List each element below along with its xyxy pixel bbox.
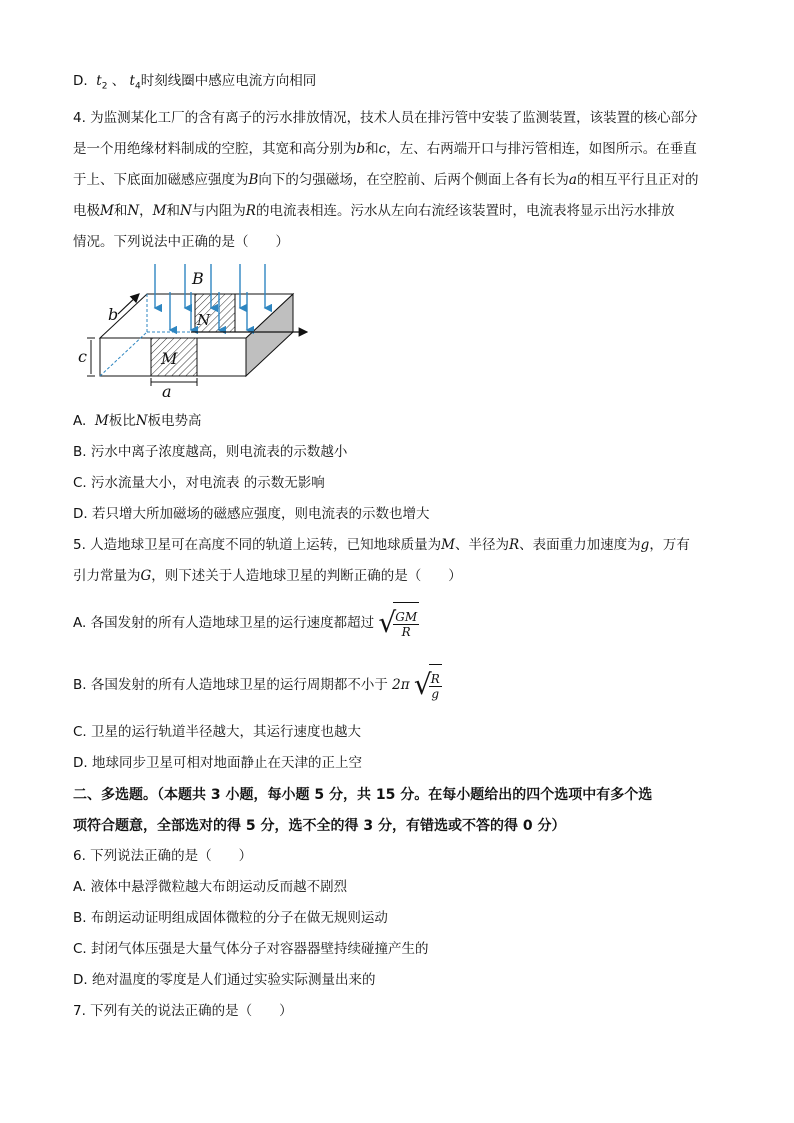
var-G: G <box>140 568 152 584</box>
text: 于上、下底面加磁感应强度为 <box>73 172 249 188</box>
text: 、表面重力加速度为 <box>519 537 641 553</box>
radical-sign: √ <box>413 668 432 701</box>
text: 的电流表相连。污水从左向右流经该装置时，电流表将显示出污水排放 <box>255 203 675 219</box>
separator: 、 <box>111 73 126 89</box>
q4-option-d: D. 若只增大所加磁场的磁感应强度，则电流表的示数也增大 <box>73 506 430 522</box>
text: ，左、右两端开口与排污管相连，如图所示。在垂直 <box>386 141 697 157</box>
text: 引力常量为 <box>73 568 141 584</box>
subscript: 2 <box>101 81 108 92</box>
text: 板比 <box>108 413 136 429</box>
var-N: N <box>127 203 140 219</box>
q6-option-b: B. 布朗运动证明组成固体微粒的分子在做无规则运动 <box>73 910 388 926</box>
option-text: B. 各国发射的所有人造地球卫星的运行周期都不小于 <box>73 677 388 693</box>
text: 向下的匀强磁场，在空腔前、后两个侧面上各有长为 <box>258 172 569 188</box>
denominator: R <box>401 624 411 639</box>
q5-stem-line2 <box>73 566 462 586</box>
option-text: 时刻线圈中感应电流方向相同 <box>140 73 317 89</box>
radicand <box>429 664 442 706</box>
var-N: N <box>179 203 192 219</box>
text: 和 <box>365 141 379 157</box>
numerator: GM <box>395 609 418 624</box>
fraction <box>393 610 419 639</box>
var-b: b <box>356 141 366 157</box>
q4-figure <box>73 262 323 388</box>
fraction <box>429 672 442 701</box>
option-text: A. 各国发射的所有人造地球卫星的运行速度都超过 <box>73 615 375 631</box>
q5-option-d: D. 地球同步卫星可相对地面静止在天津的正上空 <box>73 755 362 771</box>
text: 板电势高 <box>147 413 202 429</box>
numerator: R <box>430 671 440 686</box>
q3-option-d <box>73 71 316 97</box>
q4-option-c: C. 污水流量大小，对电流表 的示数无影响 <box>73 475 325 491</box>
var-R: R <box>245 203 256 219</box>
q4-stem-line3 <box>73 170 698 190</box>
q5-option-b <box>73 664 442 706</box>
q4-option-b: B. 污水中离子浓度越高，则电流表的示数越小 <box>73 444 348 460</box>
var-M: M <box>152 203 167 219</box>
q6-option-a: A. 液体中悬浮微粒越大布朗运动反而越不剧烈 <box>73 879 348 895</box>
text: ，万有 <box>649 537 690 553</box>
text: 是一个用绝缘材料制成的空腔，其宽和高分别为 <box>73 141 357 157</box>
label-B: B <box>192 269 204 288</box>
var-B: B <box>248 172 259 188</box>
var-M: M <box>441 537 455 553</box>
sqrt-expression <box>414 664 442 706</box>
section2-heading-line2: 项符合题意，全部选对的得 5 分，选不全的得 3 分，有错选或不答的得 0 分） <box>73 818 566 834</box>
radical-sign: √ <box>378 606 397 639</box>
sqrt-expression <box>378 602 419 644</box>
coefficient: 2π <box>392 677 410 693</box>
var-N: N <box>135 413 148 429</box>
q5-option-c: C. 卫星的运行轨道半径越大，其运行速度也越大 <box>73 724 362 740</box>
q5-stem-line1 <box>73 535 690 555</box>
section2-heading-line1: 二、多选题。（本题共 3 小题，每小题 5 分，共 15 分。在每小题给出的四个选项中有多个选 <box>73 787 653 803</box>
subscript: 4 <box>134 81 141 92</box>
text: 和 <box>166 203 180 219</box>
denominator: g <box>431 686 440 701</box>
text: ，则下述关于人造地球卫星的判断正确的是（ ） <box>151 568 462 584</box>
q6-stem: 6. 下列说法正确的是（ ） <box>73 848 253 864</box>
var-a: a <box>568 172 577 188</box>
q5-option-a <box>73 602 419 644</box>
q6-option-d: D. 绝对温度的零度是人们通过实验实际测量出来的 <box>73 972 376 988</box>
var-t2: t <box>96 73 102 89</box>
text: 的相互平行且正对的 <box>576 172 699 188</box>
text: 与内阻为 <box>191 203 246 219</box>
var-t4: t <box>129 73 135 89</box>
q4-stem-line2 <box>73 139 697 159</box>
q6-option-c: C. 封闭气体压强是大量气体分子对容器器壁持续碰撞产生的 <box>73 941 429 957</box>
q4-stem-line1: 4. 为监测某化工厂的含有离子的污水排放情况，技术人员在排污管中安装了监测装置，该装置的核心部分 <box>73 110 698 126</box>
radicand <box>393 602 419 644</box>
label-c: c <box>78 347 87 366</box>
var-g: g <box>640 537 650 553</box>
text: ， <box>139 203 153 219</box>
option-label: A. <box>73 413 87 429</box>
var-M: M <box>94 413 109 429</box>
label-M: M <box>161 349 178 368</box>
text: 和 <box>113 203 128 219</box>
text: 、半径为 <box>455 537 509 553</box>
var-R: R <box>509 537 520 553</box>
option-label: D. <box>73 73 88 89</box>
q4-option-a <box>73 411 202 431</box>
q4-stem-line5: 情况。下列说法中正确的是（ ） <box>73 234 289 250</box>
var-M: M <box>100 203 114 219</box>
label-N: N <box>197 311 211 329</box>
label-b: b <box>108 305 119 324</box>
text: 电极 <box>73 203 100 219</box>
var-c: c <box>378 141 387 157</box>
text: 5. 人造地球卫星可在高度不同的轨道上运转，已知地球质量为 <box>73 537 442 553</box>
q7-stem: 7. 下列有关的说法正确的是（ ） <box>73 1003 293 1019</box>
q4-stem-line4 <box>73 201 674 221</box>
label-a: a <box>162 382 172 401</box>
